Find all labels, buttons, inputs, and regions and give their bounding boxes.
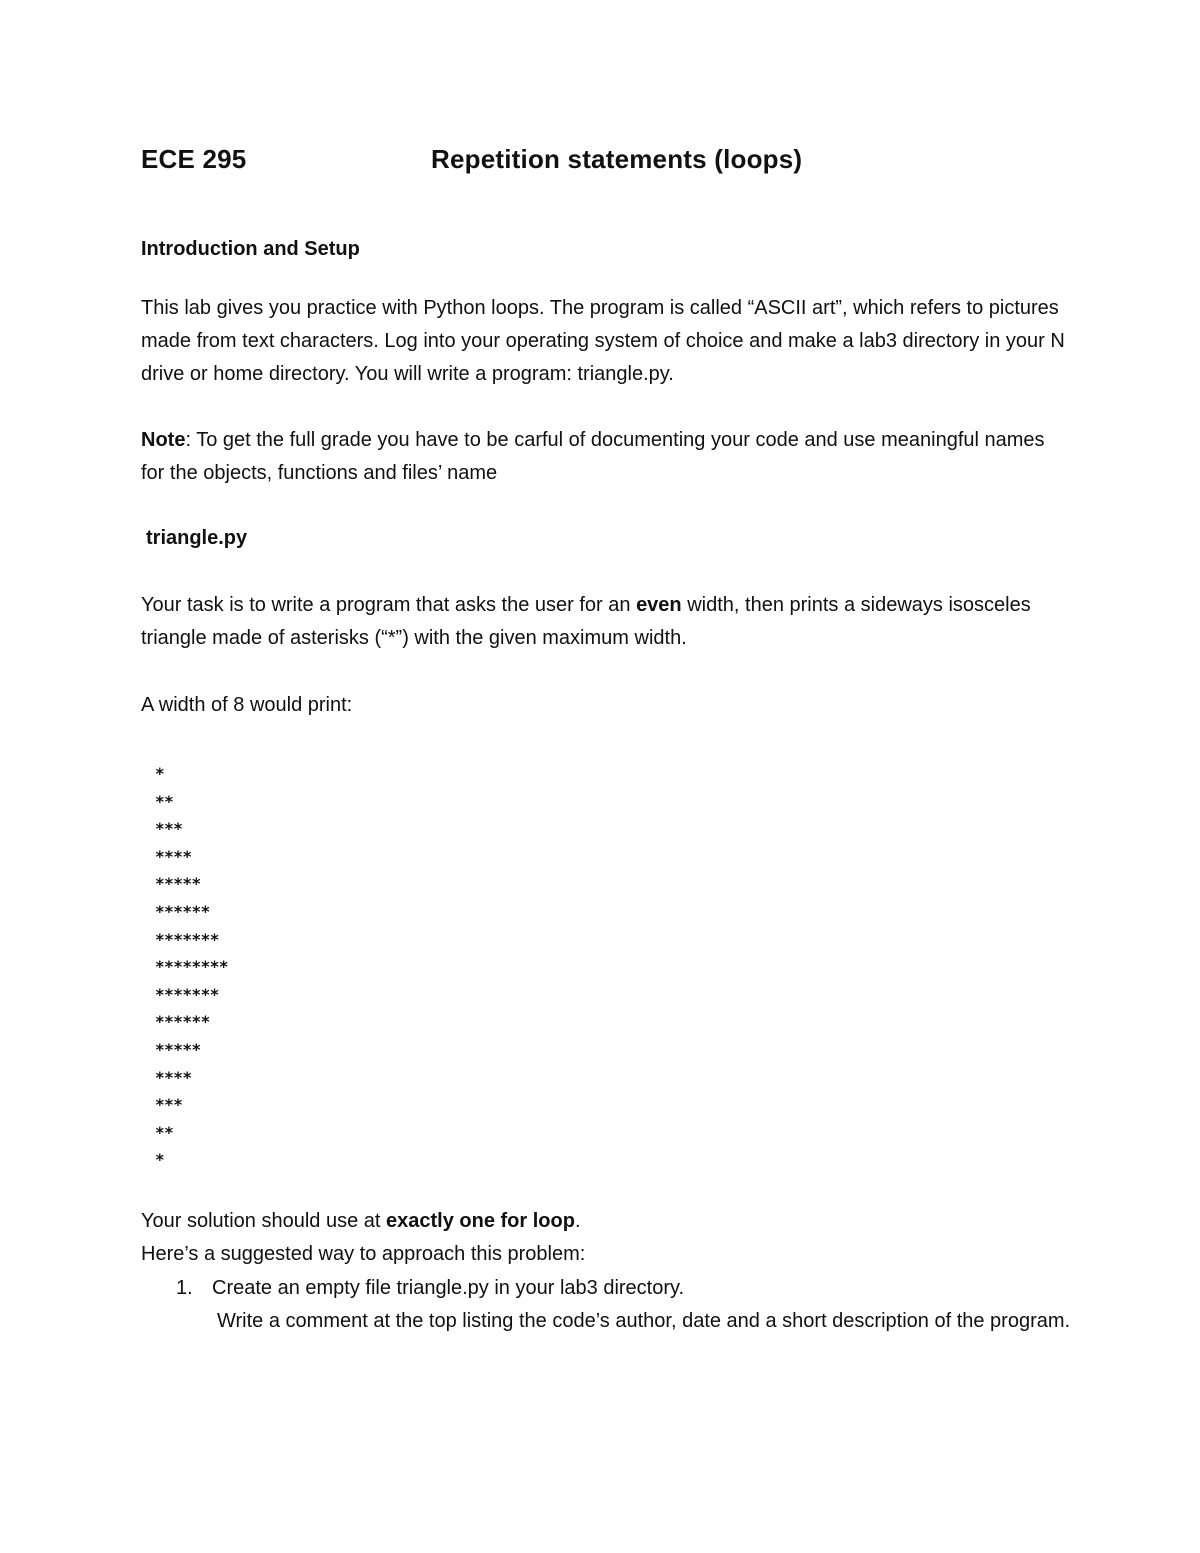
ascii-line: ******* <box>155 929 219 949</box>
steps-list <box>141 1272 1071 1338</box>
course-code: ECE 295 <box>141 144 247 174</box>
ascii-triangle-output <box>155 760 228 1174</box>
step-line-1: Create an empty file triangle.py in your lab3 directory. <box>212 1277 685 1299</box>
task-text-start: Your task is to write a program that asks the user for an <box>141 594 637 616</box>
step-line-2 <box>207 1305 1071 1338</box>
ascii-line: ** <box>155 791 174 811</box>
ascii-line: **** <box>155 846 192 866</box>
ascii-line: **** <box>155 1067 192 1087</box>
requirement-text-end: . <box>574 1210 581 1232</box>
ascii-line: ****** <box>155 901 210 921</box>
intro-paragraph: This lab gives you practice with Python loops. The program is called “ASCII art”, which refers to pictures made from text characters. Log into your operating system of choice and make a lab3 directory in your N drive or home directory. You will write a program: triangle.py. <box>141 297 1065 385</box>
task-emphasis: even <box>636 594 682 616</box>
ascii-line: *** <box>155 1095 183 1115</box>
step-number: 1. <box>176 1277 193 1299</box>
example-intro: A width of 8 would print: <box>141 694 353 716</box>
intro-heading: Introduction and Setup <box>141 238 360 260</box>
note-label: Note <box>141 429 186 451</box>
task-paragraph <box>141 589 1071 655</box>
section-heading: triangle.py <box>146 527 248 549</box>
ascii-line: ***** <box>155 874 201 894</box>
ascii-line: * <box>155 764 165 783</box>
note-paragraph <box>141 424 1071 490</box>
ascii-line: ******** <box>155 957 229 977</box>
requirement-emphasis: exactly one for loop <box>386 1210 575 1232</box>
task-text-end: width, then prints a sideways isosceles triangle made of asterisks (“*”) with the given maximum width. <box>141 594 1031 649</box>
ascii-line: ****** <box>155 1012 210 1032</box>
ascii-line: ** <box>155 1122 174 1142</box>
document-title: Repetition statements (loops) <box>431 144 803 174</box>
ascii-line: ***** <box>155 1039 201 1059</box>
ascii-line: *** <box>155 819 183 839</box>
approach-intro: Here’s a suggested way to approach this problem: <box>141 1243 586 1265</box>
requirement-text-start: Your solution should use at <box>141 1210 386 1232</box>
step-line-2-text: Write a comment at the top listing the code’s author, date and a short description of the program. <box>217 1310 1071 1332</box>
note-text: : To get the full grade you have to be carful of documenting your code and use meaningful names for the objects, functions and files’ name <box>141 429 1045 484</box>
requirement-line <box>141 1205 581 1238</box>
ascii-line: * <box>155 1150 165 1170</box>
ascii-line: ******* <box>155 984 219 1004</box>
list-item <box>141 1272 1071 1338</box>
